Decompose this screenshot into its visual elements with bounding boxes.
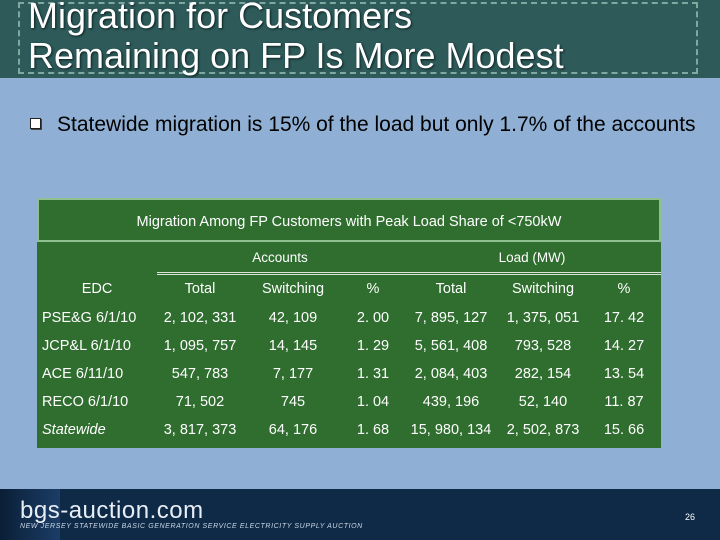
column-header-load-pct: % [617,281,631,297]
table-cell-accounts-switching: 14, 145 [268,338,318,354]
table-cell-load-switching: 282, 154 [514,366,572,382]
group-header-accounts: Accounts [157,244,403,275]
title-bar [0,0,720,78]
title-line-1: Migration for Customers [28,0,413,36]
table-cell-load-pct: 13. 54 [603,366,645,382]
table-cell-accounts-total: 2, 102, 331 [163,310,237,326]
table-cell-load-total: 15, 980, 134 [410,422,492,438]
site-logo: bgs-auction.com [20,497,204,524]
table-cell-edc: JCP&L 6/1/10 [42,338,131,354]
table-cell-accounts-switching: 42, 109 [268,310,318,326]
group-header-load: Load (MW) [403,244,661,275]
site-tagline: NEW JERSEY STATEWIDE BASIC GENERATION SERVICE ELECTRICITY SUPPLY AUCTION [20,523,363,530]
page-number: 26 [685,512,696,522]
table-cell-load-total: 2, 084, 403 [414,366,488,382]
table-cell-load-switching: 793, 528 [514,338,572,354]
square-bullet-icon [30,118,41,129]
table-cell-accounts-pct: 1. 04 [356,394,390,410]
table-cell-load-switching: 2, 502, 873 [506,422,580,438]
column-header-accounts-total: Total [184,281,216,297]
table-cell-load-pct: 11. 87 [604,394,644,410]
table-cell-accounts-total: 547, 783 [171,366,229,382]
table-cell-edc: Statewide [42,422,106,438]
table-cell-load-total: 439, 196 [422,394,480,410]
column-header-edc: EDC [81,281,113,297]
table-cell-accounts-pct: 1. 29 [356,338,390,354]
slide-title [28,0,708,76]
table-cell-accounts-switching: 745 [280,394,306,410]
table-cell-accounts-total: 71, 502 [175,394,225,410]
column-header-accounts-switching: Switching [261,281,325,297]
column-header-load-switching: Switching [511,281,575,297]
column-header-load-total: Total [435,281,467,297]
table-cell-accounts-pct: 1. 68 [356,422,390,438]
bullet-text: Statewide migration is 15% of the load but only 1.7% of the accounts [57,113,696,136]
table-cell-accounts-pct: 1. 31 [356,366,390,382]
table-cell-load-switching: 52, 140 [518,394,568,410]
title-line-2: Remaining on FP Is More Modest [28,35,564,76]
table-cell-accounts-total: 1, 095, 757 [163,338,237,354]
table-cell-load-total: 7, 895, 127 [414,310,488,326]
table-cell-load-switching: 1, 375, 051 [506,310,580,326]
column-header-accounts-pct: % [366,281,380,297]
table-cell-load-total: 5, 561, 408 [414,338,488,354]
table-cell-accounts-pct: 2. 00 [356,310,390,326]
table-cell-accounts-switching: 64, 176 [268,422,318,438]
table-cell-edc: ACE 6/11/10 [42,366,124,382]
table-cell-accounts-switching: 7, 177 [272,366,314,382]
table-cell-edc: PSE&G 6/1/10 [42,310,137,326]
table-cell-load-pct: 14. 27 [603,338,645,354]
table-cell-edc: RECO 6/1/10 [42,394,129,410]
table-cell-load-pct: 17. 42 [603,310,645,326]
table-caption: Migration Among FP Customers with Peak Load Share of <750kW [37,198,661,242]
table-cell-load-pct: 15. 66 [603,422,645,438]
table-cell-accounts-total: 3, 817, 373 [163,422,237,438]
